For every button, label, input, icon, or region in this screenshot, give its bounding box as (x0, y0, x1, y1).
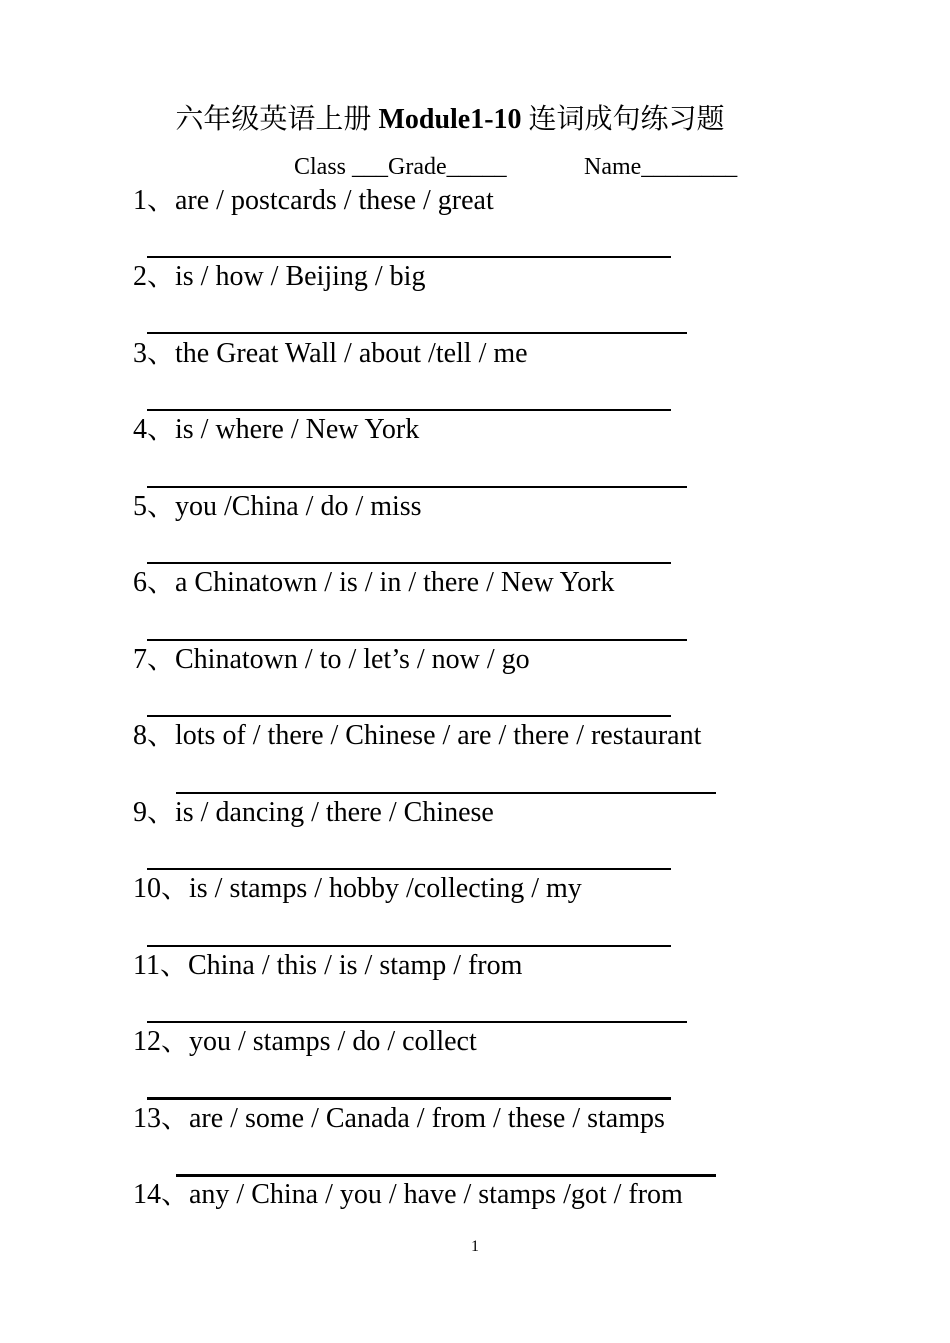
answer-line-7 (147, 715, 671, 717)
answer-line-3 (147, 409, 671, 411)
question-2: 2、is / how / Beijing / big (133, 261, 426, 292)
name-field: Name________ (584, 154, 738, 180)
question-12: 12、you / stamps / do / collect (133, 1026, 477, 1057)
question-8: 8、lots of / there / Chinese / are / there / restaurant (133, 720, 702, 751)
answer-line-1 (147, 256, 671, 258)
question-5: 5、you /China / do / miss (133, 491, 422, 522)
page-number: 1 (471, 1238, 479, 1255)
question-7: 7、Chinatown / to / let’s / now / go (133, 644, 530, 675)
class-grade-field: Class ___Grade_____ (294, 154, 507, 180)
question-14: 14、any / China / you / have / stamps /got / from (133, 1179, 683, 1210)
question-3: 3、the Great Wall / about /tell / me (133, 338, 528, 369)
question-9: 9、is / dancing / there / Chinese (133, 797, 494, 828)
answer-line-5 (147, 562, 671, 564)
question-13: 13、are / some / Canada / from / these / stamps (133, 1103, 665, 1134)
title-prefix: 六年级英语上册 (175, 104, 379, 135)
answer-line-12 (147, 1097, 671, 1100)
question-11: 11、China / this / is / stamp / from (133, 950, 523, 981)
answer-line-8 (176, 792, 716, 794)
title-module: Module1-10 (378, 104, 522, 135)
answer-line-9 (147, 868, 671, 870)
question-6: 6、a Chinatown / is / in / there / New York (133, 567, 615, 598)
answer-line-6 (147, 639, 687, 641)
answer-line-10 (147, 945, 671, 947)
question-4: 4、is / where / New York (133, 414, 420, 445)
answer-line-2 (147, 332, 687, 334)
answer-line-11 (147, 1021, 687, 1023)
page-title (0, 100, 900, 140)
title-suffix: 连词成句练习题 (521, 104, 725, 135)
question-10: 10、is / stamps / hobby /collecting / my (133, 873, 582, 904)
question-1: 1、are / postcards / these / great (133, 185, 494, 216)
answer-line-4 (147, 486, 687, 488)
